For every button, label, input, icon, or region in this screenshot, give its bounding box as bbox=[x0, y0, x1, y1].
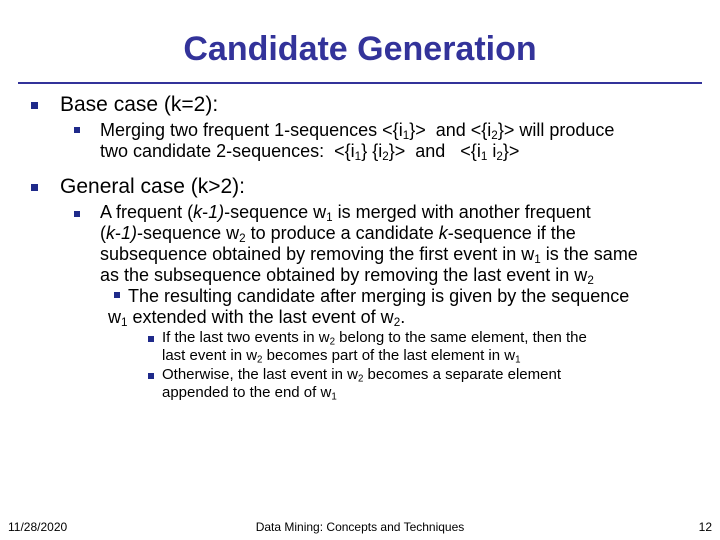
bullet-icon bbox=[74, 211, 80, 217]
footer-date: 11/28/2020 bbox=[8, 520, 68, 534]
sub-item-2: Otherwise, the last event in $w_2$ becomes a separate element appended to the end of $w_1$ bbox=[162, 366, 561, 403]
bullet-icon bbox=[74, 127, 80, 133]
footer-source: Data Mining: Concepts and Techniques bbox=[255, 520, 465, 534]
result-line-2: $w_1$ extended with the last event of $w_2$. bbox=[108, 307, 406, 329]
general-case-para: A frequent (k-1)-sequence $w_1$ is merged with another frequent (k-1)-sequence $w_2$ to produce a candidate k-sequence if the subsequence obtained by removing the first event in $w_1$ is the same as the subsequence obtained by removing the last event in $w_2$ bbox=[100, 202, 638, 287]
base-case-line-2: two candidate 2-sequences: $<\{i_1\}$ $\{i_2\}>$ and $<\{i_1$ $i_2\}>$ bbox=[100, 141, 520, 163]
slide-title: Candidate Generation bbox=[183, 30, 537, 68]
general-case-heading: General case (k>2): bbox=[60, 175, 246, 198]
page-number: 12 bbox=[698, 520, 712, 534]
base-case-heading: Base case (k=2): bbox=[60, 93, 219, 116]
bullet-icon bbox=[148, 373, 154, 379]
base-case-line-1: Merging two frequent 1-sequences $<\{i_1\}>$ and $<\{i_2\}>$ will produce bbox=[100, 120, 615, 142]
title-rule bbox=[18, 82, 702, 84]
bullet-icon bbox=[31, 184, 38, 191]
bullet-icon bbox=[114, 292, 120, 298]
sub-item-1: If the last two events in $w_2$ belong to the same element, then the last event in $w_2$ becomes part of the last element in $w_1$ bbox=[162, 329, 587, 366]
bullet-icon bbox=[31, 102, 38, 109]
result-line-1: The resulting candidate after merging is given by the sequence bbox=[128, 286, 630, 306]
bullet-icon bbox=[148, 336, 154, 342]
